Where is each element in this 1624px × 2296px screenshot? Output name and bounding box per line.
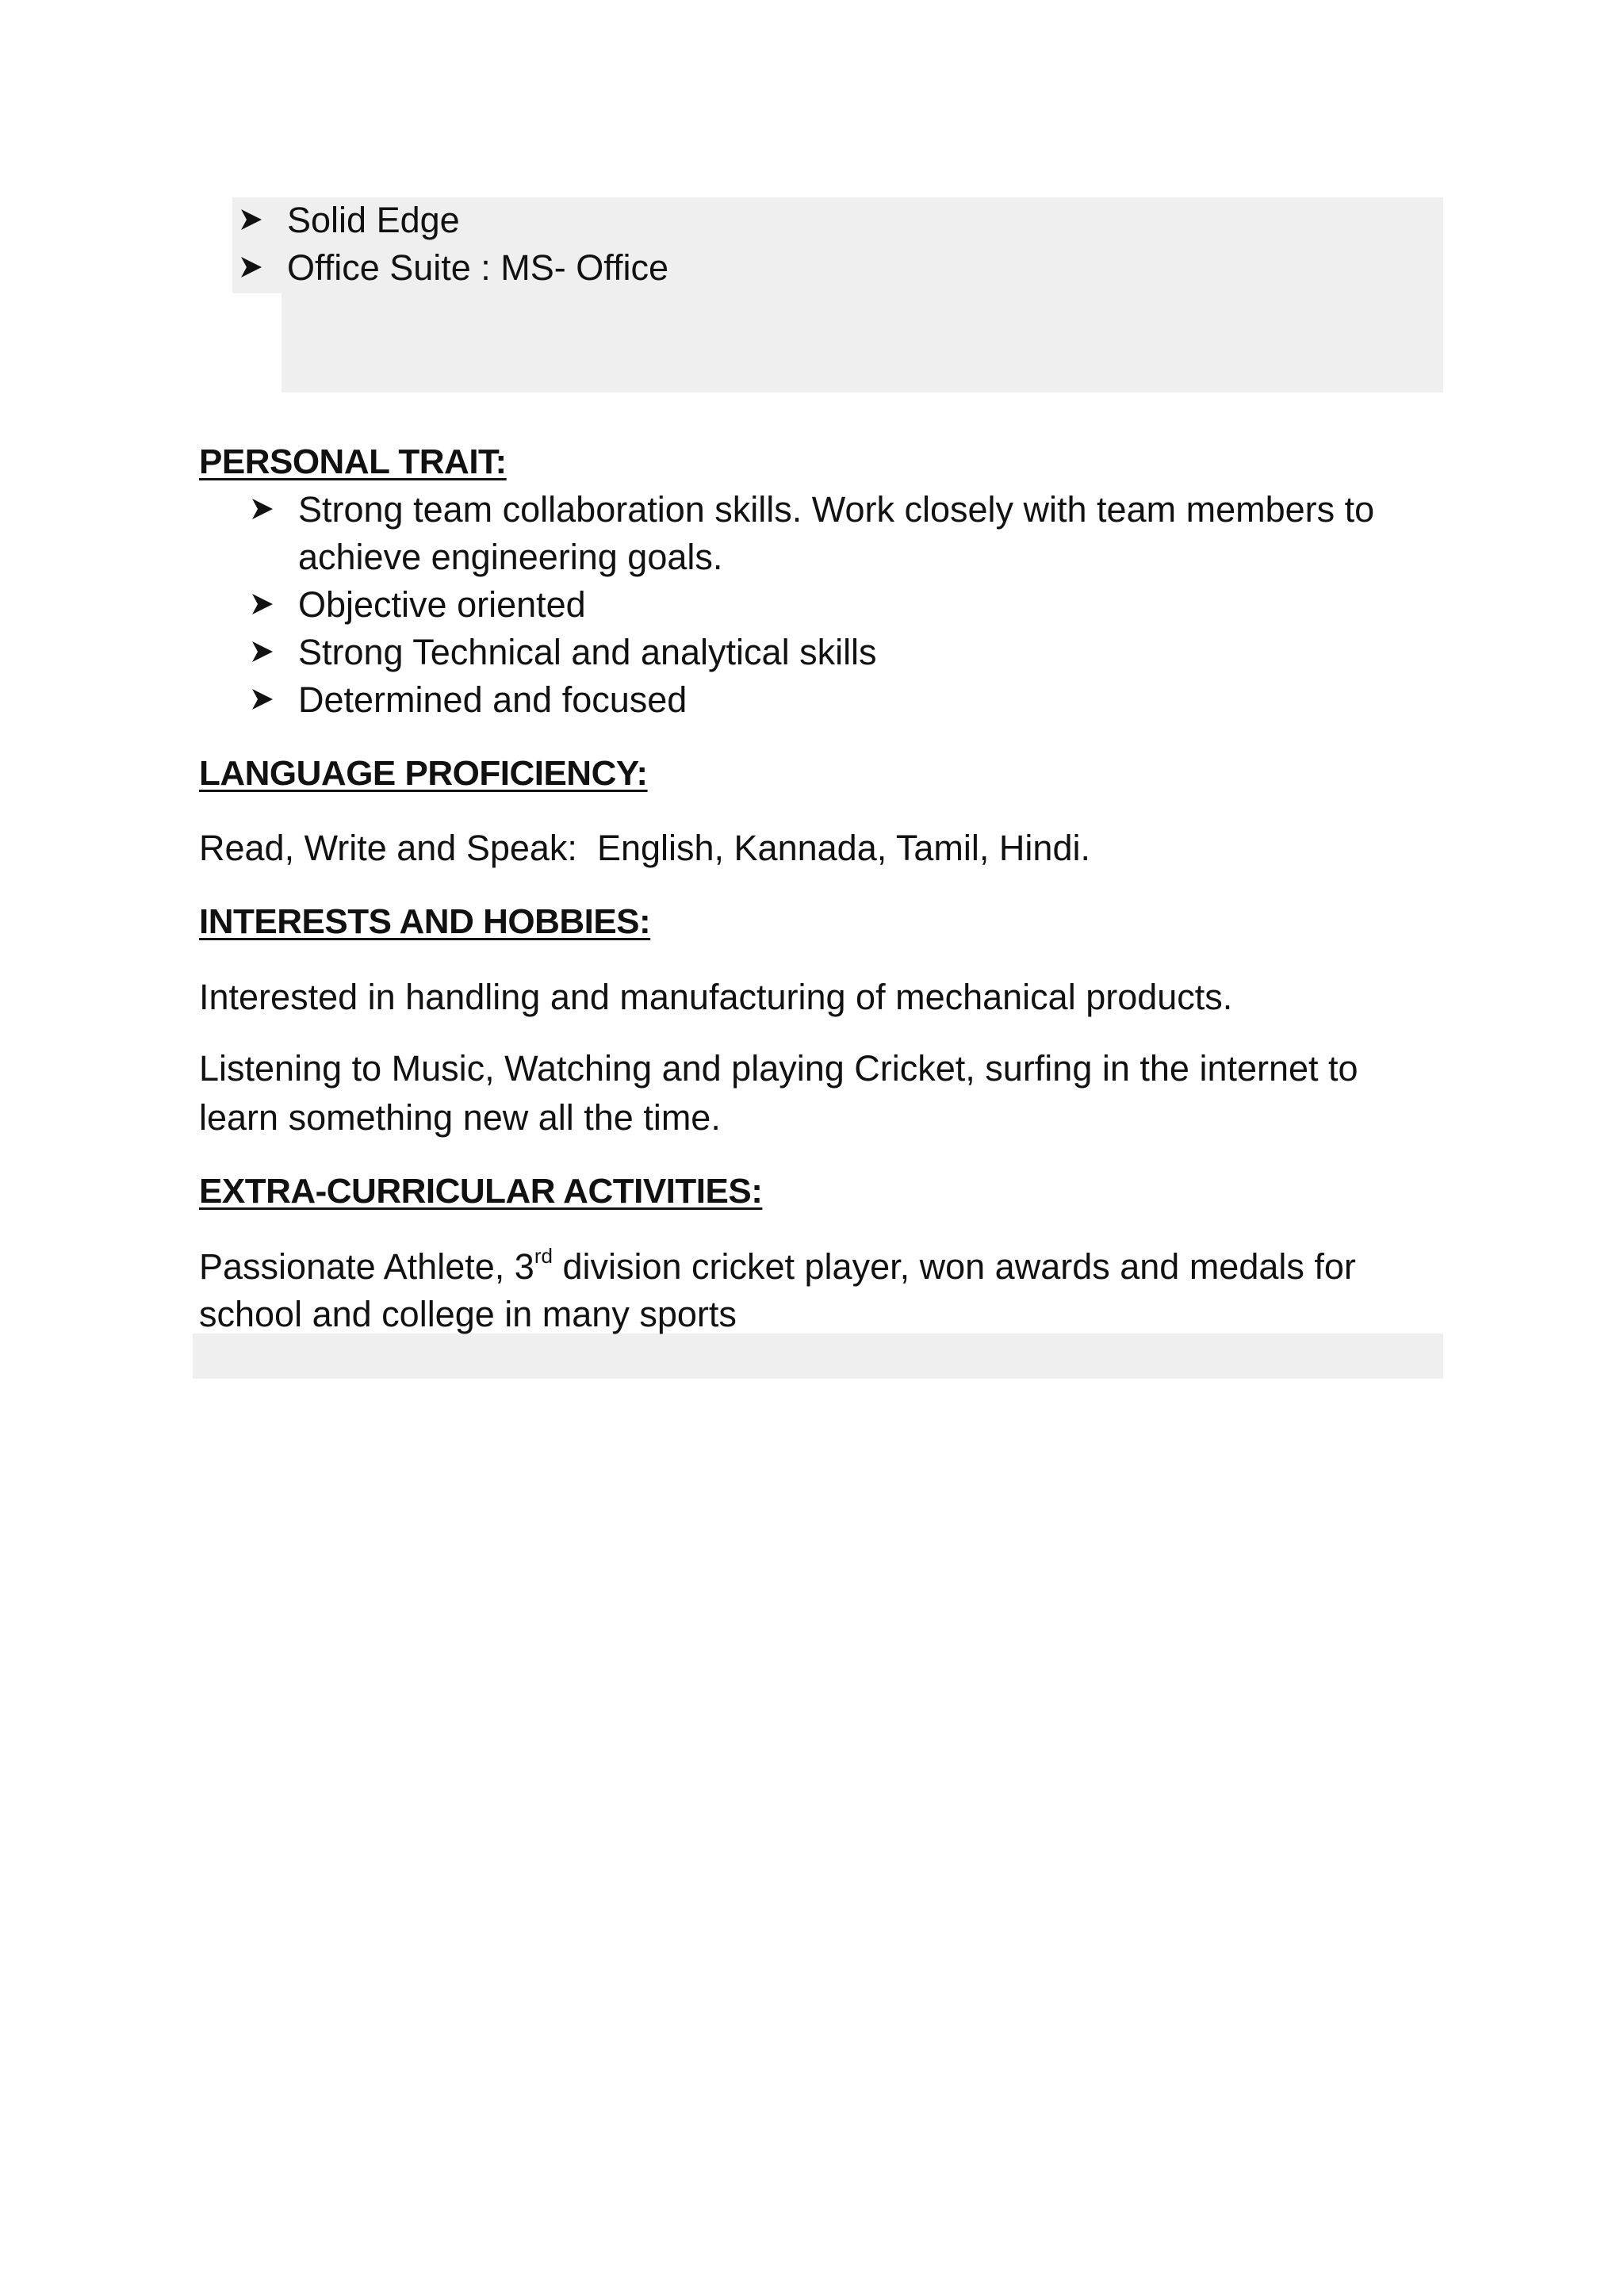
ordinal-suffix: rd bbox=[534, 1244, 553, 1268]
trait-item: Determined and focused bbox=[298, 679, 688, 720]
trait-item: Strong team collaboration skills. Work closely with team members to bbox=[298, 489, 1375, 530]
software-item: Office Suite : MS- Office bbox=[287, 247, 669, 288]
software-item: Solid Edge bbox=[287, 200, 460, 240]
extra-curricular-text: Passionate Athlete, 3 bbox=[199, 1246, 534, 1287]
hobbies-paragraph-line: Listening to Music, Watching and playing Cricket, surfing in the internet to bbox=[199, 1048, 1358, 1089]
arrowhead-bullet-icon bbox=[239, 208, 263, 232]
hobbies-paragraph-line: learn something new all the time. bbox=[199, 1097, 721, 1138]
section-heading-personal-trait: PERSONAL TRAIT: bbox=[199, 442, 507, 481]
arrowhead-bullet-icon bbox=[251, 640, 274, 664]
arrowhead-bullet-icon bbox=[251, 592, 274, 616]
arrowhead-bullet-icon bbox=[251, 497, 274, 521]
shaded-block bbox=[193, 1334, 1443, 1379]
extra-curricular-line bbox=[199, 1243, 1356, 1291]
language-text: Read, Write and Speak: English, Kannada, Tamil, Hindi. bbox=[199, 828, 1090, 868]
section-heading-extra-curricular: EXTRA-CURRICULAR ACTIVITIES: bbox=[199, 1172, 763, 1211]
trait-item: Objective oriented bbox=[298, 584, 586, 625]
section-heading-interests: INTERESTS AND HOBBIES: bbox=[199, 902, 651, 941]
trait-item: Strong Technical and analytical skills bbox=[298, 632, 877, 672]
section-heading-language-proficiency: LANGUAGE PROFICIENCY: bbox=[199, 754, 648, 793]
extra-curricular-text: division cricket player, won awards and medals for bbox=[552, 1246, 1356, 1287]
arrowhead-bullet-icon bbox=[239, 255, 263, 279]
arrowhead-bullet-icon bbox=[251, 687, 274, 711]
extra-curricular-line: school and college in many sports bbox=[199, 1294, 737, 1334]
trait-item-continuation: achieve engineering goals. bbox=[298, 537, 723, 577]
shaded-block bbox=[282, 293, 1443, 392]
interests-paragraph: Interested in handling and manufacturing of mechanical products. bbox=[199, 977, 1233, 1017]
